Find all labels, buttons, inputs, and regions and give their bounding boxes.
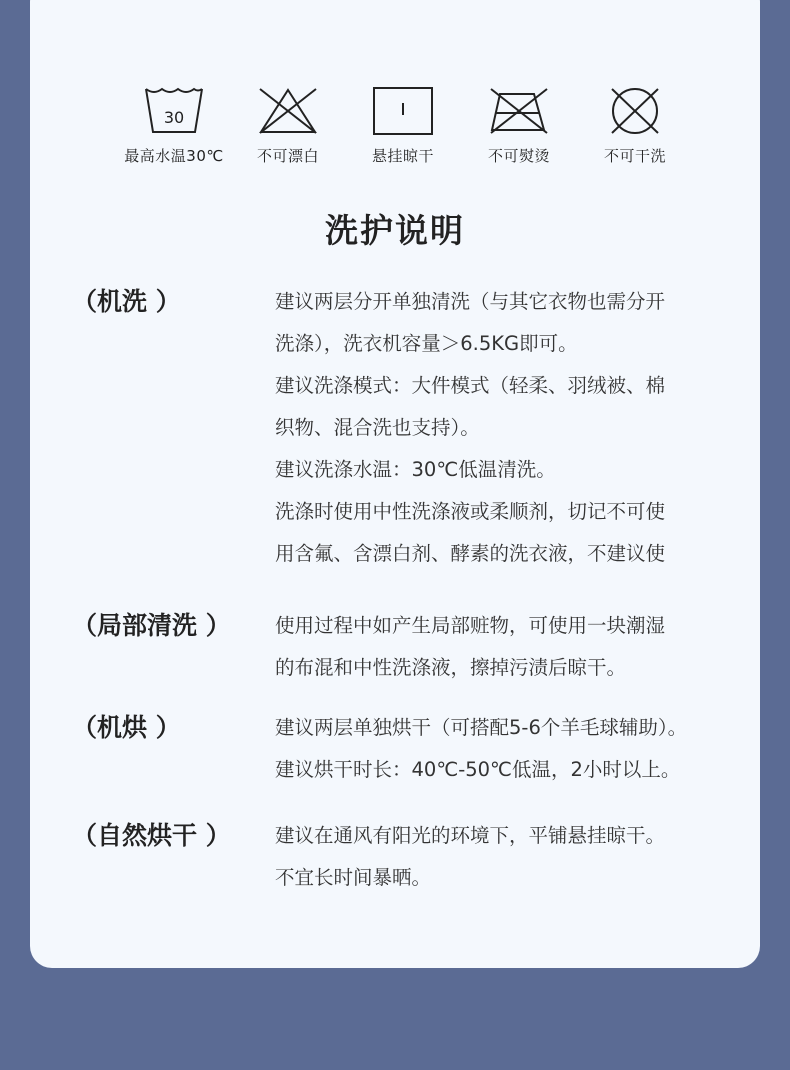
section-label: （机洗 ） [72,287,181,316]
section-line: 不宜长时间暴晒。 [275,866,432,889]
section-line: 使用过程中如产生局部赃物，可使用一块潮湿 [275,614,666,637]
no-iron-icon [488,86,550,136]
no-bleach-icon [257,86,319,136]
care-label-no-iron: 不可熨烫 [487,147,550,165]
section-line: 的布混和中性洗涤液，擦掉污渍后晾干。 [275,656,627,679]
care-label-no-bleach: 不可漂白 [256,147,319,165]
care-item-no-dry-clean [577,86,693,166]
section-label: （局部清洗 ） [72,611,231,640]
section-body [275,707,725,791]
section-line: 建议洗涤水温：30℃低温清洗。 [275,458,556,481]
section-line: 建议两层分开单独清洗（与其它衣物也需分开 [275,290,666,313]
care-icons-row [0,86,790,176]
hang-dry-icon [372,86,434,136]
section-line: 洗涤），洗衣机容量＞6.5KG即可。 [275,332,578,355]
section-line: 建议两层单独烘干（可搭配5-6个羊毛球辅助）。 [275,716,688,739]
wash-tub-30-icon [143,86,205,136]
care-item-no-iron [461,86,577,166]
care-label-hang-dry: 悬挂晾干 [371,147,434,165]
care-label-no-dry-clean: 不可干洗 [603,147,666,165]
section-line: 洗涤时使用中性洗涤液或柔顺剂，切记不可使 [275,500,666,523]
care-item-no-bleach [230,86,346,166]
section-label: （自然烘干 ） [72,821,231,850]
care-label-wash: 最高水温30℃ [124,147,224,165]
care-item-wash [116,86,232,166]
no-dry-clean-icon [604,86,666,136]
section-body [275,815,725,899]
section-line: 建议在通风有阳光的环境下，平铺悬挂晾干。 [275,824,666,847]
section-line: 织物、混合洗也支持）。 [275,416,480,439]
wash-temp-text: 30 [163,108,185,127]
section-body [275,605,725,689]
page-title: 洗护说明 [325,211,465,250]
section-line: 建议洗涤模式：大件模式（轻柔、羽绒被、棉 [275,374,666,397]
care-item-hang-dry [345,86,461,166]
section-line: 建议烘干时长：40℃-50℃低温，2小时以上。 [275,758,681,781]
section-body [275,281,725,575]
section-label: （机烘 ） [72,713,181,742]
section-line: 用含氟、含漂白剂、酵素的洗衣液，不建议使 [275,542,666,565]
